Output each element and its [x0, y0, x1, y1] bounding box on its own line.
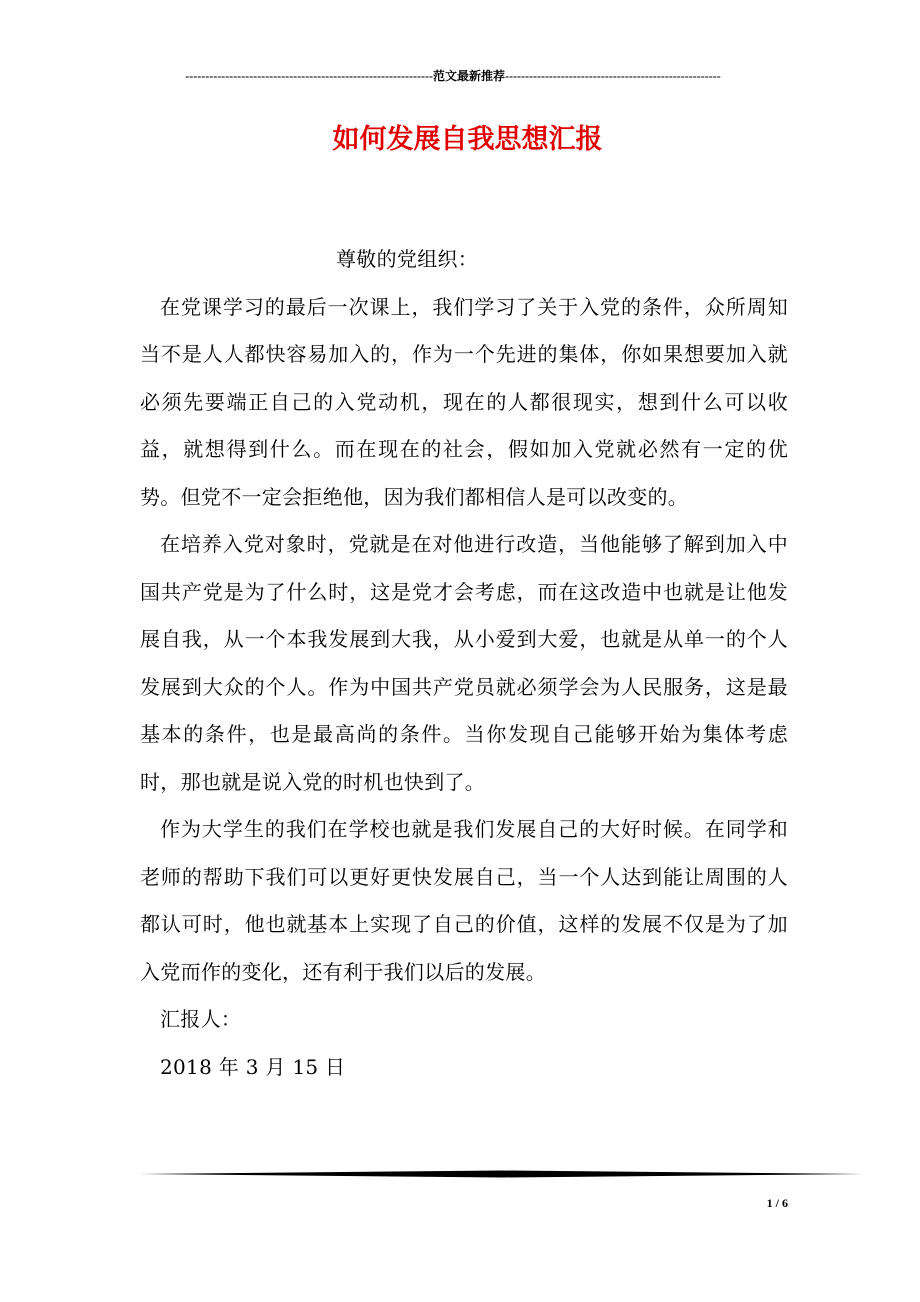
- paragraph: 作为大学生的我们在学校也就是我们发展自己的大好时候。在同学和老师的帮助下我们可以更好更快发展自己，当一个人达到能让周围的人都认可时，他也就基本上实现了自己的价值，这样的发展不仅是为了加入党而作的变化，还有利于我们以后的发展。: [140, 817, 788, 984]
- footer-divider: [140, 1170, 864, 1178]
- salutation: 尊敬的党组织：: [336, 247, 479, 271]
- paragraph: 在党课学习的最后一次课上，我们学习了关于入党的条件，众所周知当不是人人都快容易加入的，作为一个先进的集体，你如果想要加入就必须先要端正自己的入党动机，现在的人都很现实，想到什么可以收益，就想得到什么。而在现在的社会，假如加入党就必然有一定的优势。但党不一定会拒绝他，因为我们都相信人是可以改变的。: [140, 294, 788, 509]
- document-body: [140, 236, 788, 1091]
- report-date: 2018 年 3 月 15 日: [160, 1054, 346, 1079]
- paragraph: 在培养入党对象时，党就是在对他进行改造，当他能够了解到加入中国共产党是为了什么时，这是党才会考虑，而在这改造中也就是让他发展自我，从一个本我发展到大我，从小爱到大爱，也就是从单一的个人发展到大众的个人。作为中国共产党员就必须学会为人民服务，这是最基本的条件，也是最高尚的条件。当你发现自己能够开始为集体考虑时，那也就是说入党的时机也快到了。: [140, 532, 788, 794]
- signature-label: 汇报人：: [160, 1007, 242, 1031]
- document-title: 如何发展自我思想汇报: [332, 124, 603, 155]
- page-header: --------------------------------------------------------------范文最新推荐------------------------------------------------------: [185, 69, 721, 83]
- page-number: 1 / 6: [766, 1196, 788, 1210]
